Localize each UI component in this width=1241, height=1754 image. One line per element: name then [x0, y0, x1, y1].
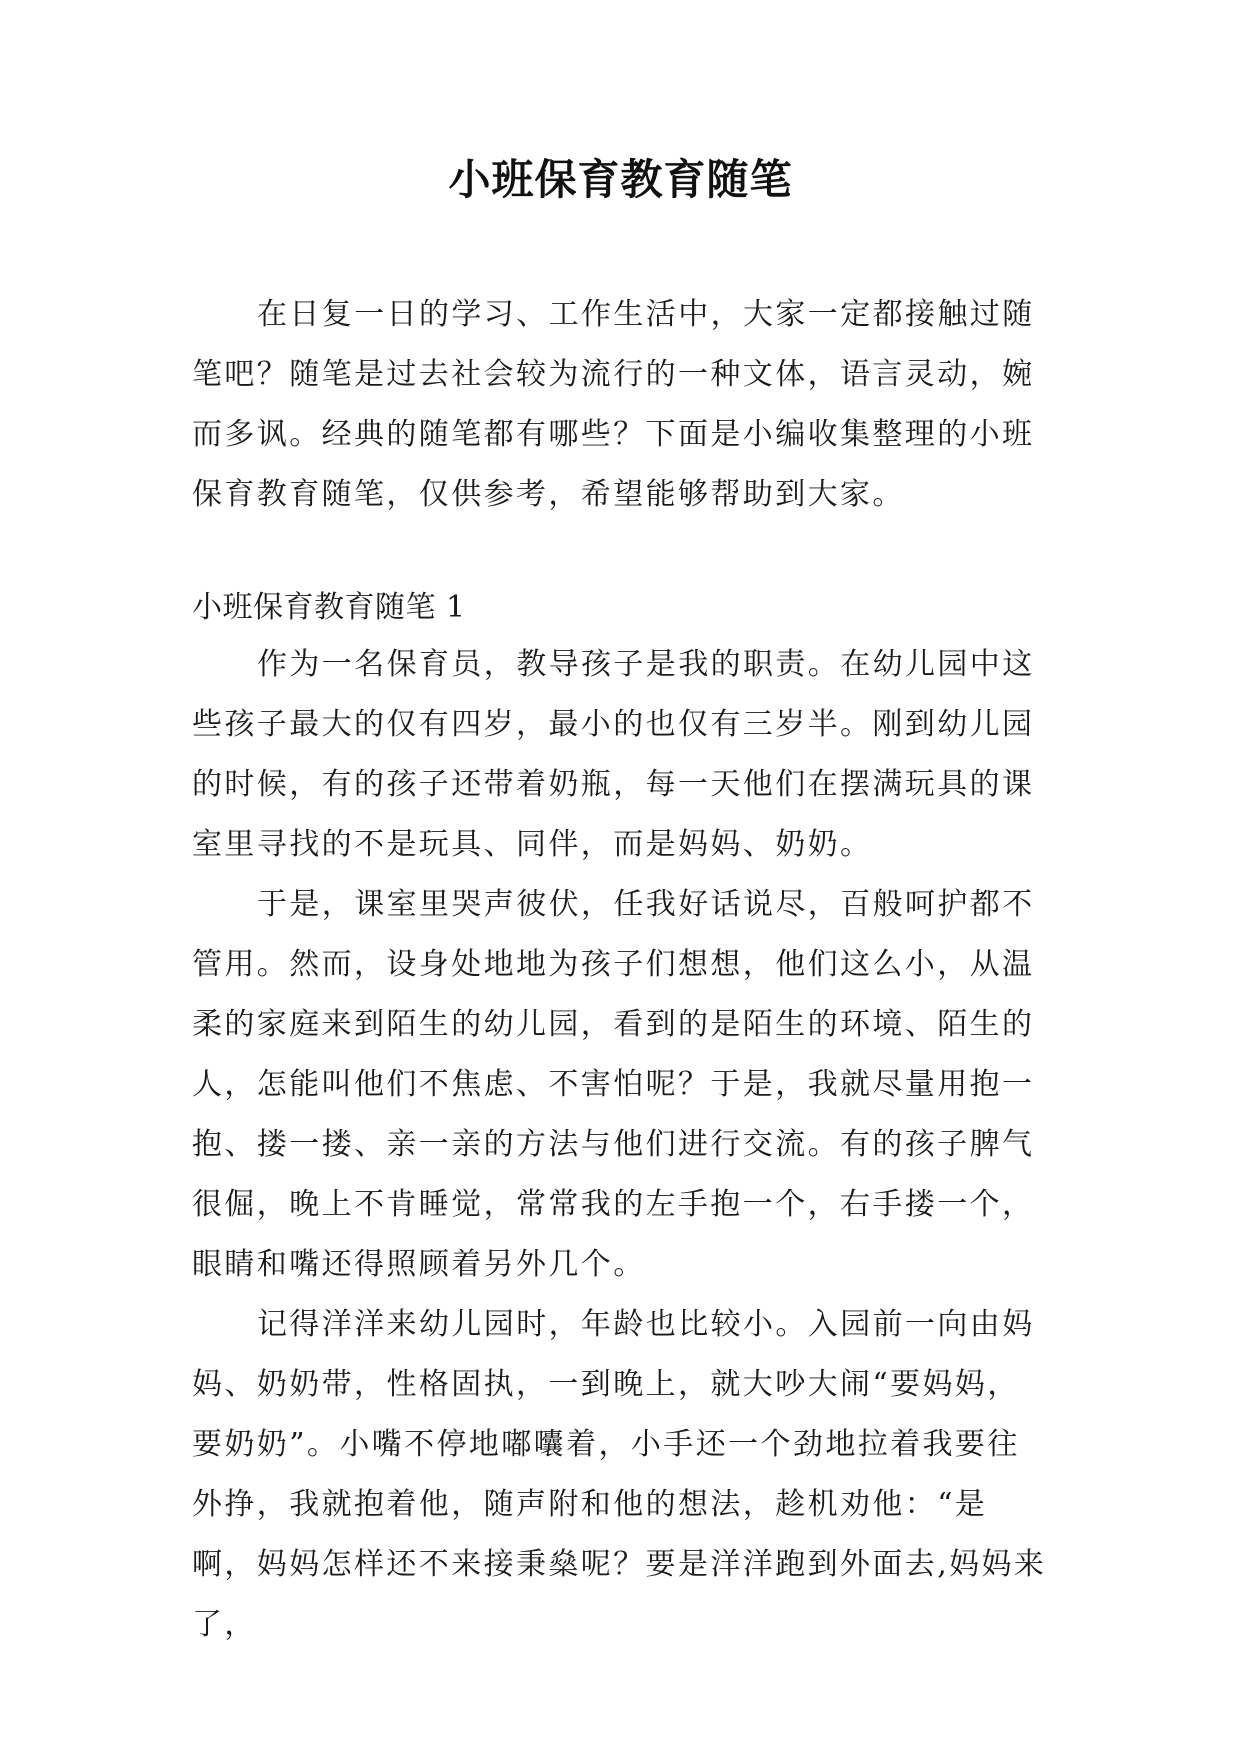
section-heading: 小班保育教育随笔 1 [192, 590, 466, 625]
body-paragraph: 记得洋洋来幼儿园时，年龄也比较小。入园前一向由妈妈、奶奶带，性格固执，一到晚上，就大吵大闹“要妈妈，要奶奶”。小嘴不停地嘟囔着，小手还一个劲地拉着我要往外挣，我就抱着他，随声附和他的想法，趁机劝他：“是啊，妈妈怎样还不来接秉燊呢？要是洋洋跑到外面去,妈妈来了， [192, 1307, 1047, 1642]
body-paragraph: 作为一名保育员，教导孩子是我的职责。在幼儿园中这些孩子最大的仅有四岁，最小的也仅有三岁半。刚到幼儿园的时候，有的孩子还带着奶瓶，每一天他们在摆满玩具的课室里寻找的不是玩具、同伴，而是妈妈、奶奶。 [192, 647, 1035, 862]
intro-paragraph-block [192, 285, 1052, 525]
section-body [192, 635, 1052, 1655]
document-title: 小班保育教育随笔 [448, 155, 793, 204]
body-paragraph: 于是，课室里哭声彼伏，任我好话说尽，百般呵护都不管用。然而，设身处地地为孩子们想想，他们这么小，从温柔的家庭来到陌生的幼儿园，看到的是陌生的环境、陌生的人，怎能叫他们不焦虑、不害怕呢？于是，我就尽量用抱一抱、搂一搂、亲一亲的方法与他们进行交流。有的孩子脾气很倔，晚上不肯睡觉，常常我的左手抱一个，右手搂一个，眼睛和嘴还得照顾着另外几个。 [192, 887, 1035, 1282]
intro-paragraph: 在日复一日的学习、工作生活中，大家一定都接触过随笔吧？随笔是过去社会较为流行的一种文体，语言灵动，婉而多讽。经典的随笔都有哪些？下面是小编收集整理的小班保育教育随笔，仅供参考，希望能够帮助到大家。 [192, 297, 1035, 512]
